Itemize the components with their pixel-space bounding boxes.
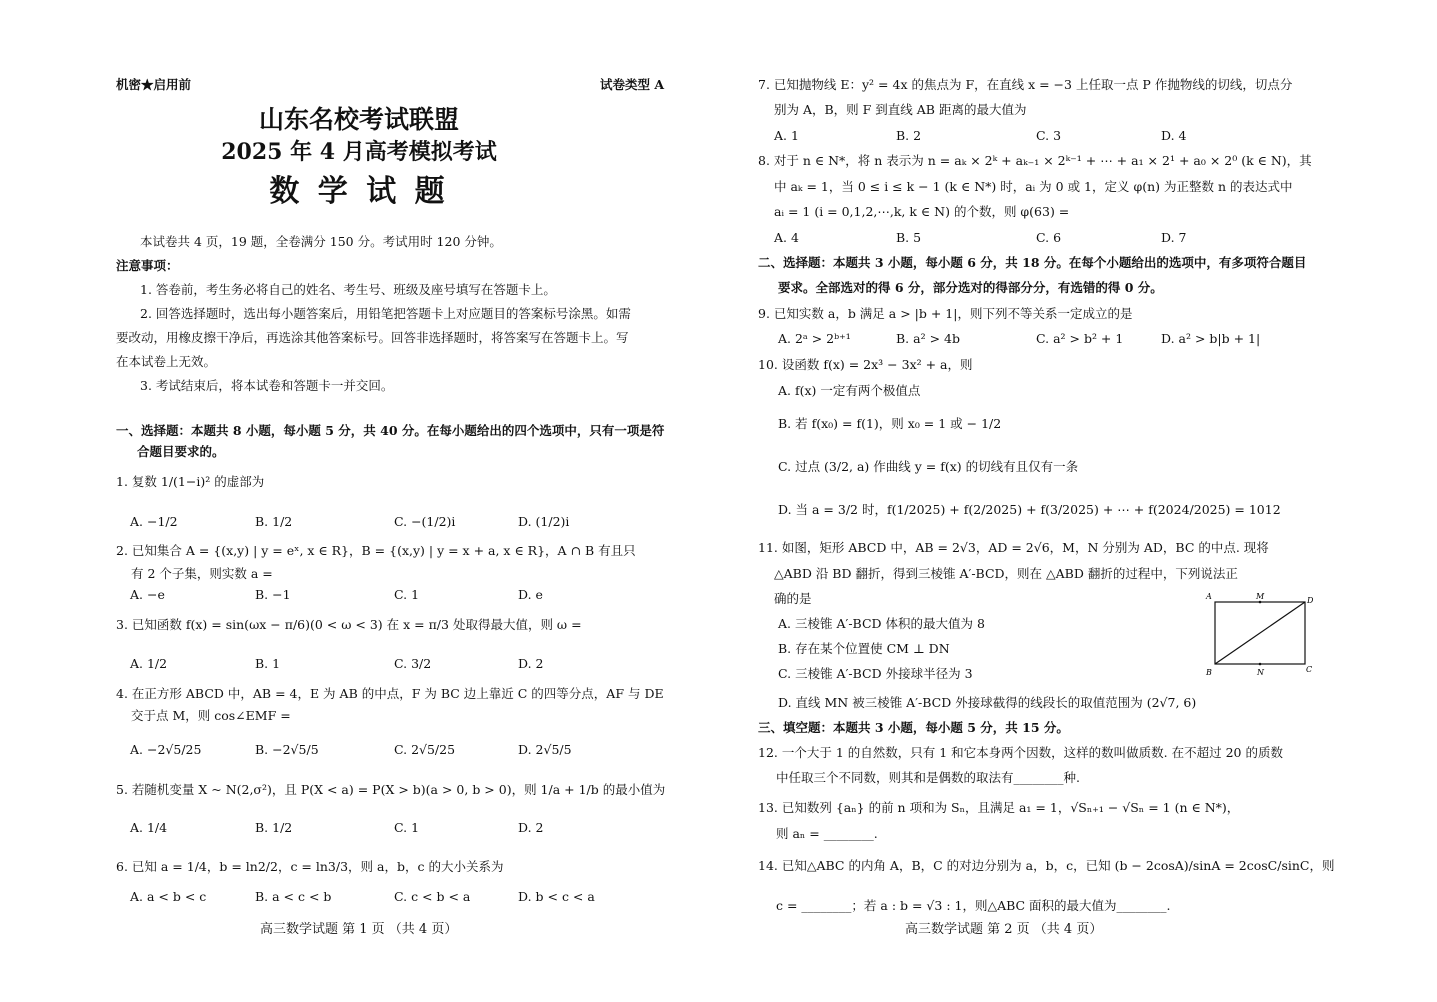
label-a: A [1206, 592, 1212, 601]
q5-option-d: D. 2 [518, 820, 544, 835]
paper-type: 试卷类型 A [600, 77, 665, 92]
q10-option-c: C. 过点 (3/2, a) 作曲线 y = f(x) 的切线有且仅有一条 [778, 459, 1079, 474]
question-12-cont: 中任取三个不同数，则其和是偶数的取法有________种. [776, 770, 1080, 785]
question-5: 5. 若随机变量 X ~ N(2,σ²)，且 P(X < a) = P(X > b)(a > 0, b > 0)，则 1/a + 1/b 的最小值为 [116, 782, 666, 797]
question-13-cont: 则 aₙ = ________. [776, 826, 878, 841]
q6-option-a: A. a < b < c [130, 889, 207, 904]
question-11-cont: △ABD 沿 BD 翻折，得到三棱锥 A′-BCD，则在 △ABD 翻折的过程中，下列说法正 [774, 566, 1238, 581]
q11-option-a: A. 三棱锥 A′-BCD 体积的最大值为 8 [778, 616, 985, 631]
q7-option-b: B. 2 [896, 128, 922, 143]
label-c: C [1306, 665, 1313, 674]
q9-option-a: A. 2ᵃ > 2ᵇ⁺¹ [778, 331, 851, 346]
question-7-cont: 别为 A，B，则 F 到直线 AB 距离的最大值为 [774, 102, 1027, 117]
q2-option-a: A. −e [130, 587, 165, 602]
question-11-cont2: 确的是 [774, 591, 812, 606]
q1-option-a: A. −1/2 [130, 514, 178, 529]
q6-option-c: C. c < b < a [394, 889, 471, 904]
q10-option-b: B. 若 f(x₀) = f(1)，则 x₀ = 1 或 − 1/2 [778, 416, 1002, 431]
question-8-cont2: aᵢ = 1 (i = 0,1,2,⋯,k, k ∈ N) 的个数，则 φ(63) = [774, 204, 1070, 219]
note-line: 要改动，用橡皮擦干净后，再选涂其他答案标号。回答非选择题时，将答案写在答题卡上。写 [116, 330, 629, 345]
note-line: 3. 考试结束后，将本试卷和答题卡一并交回。 [140, 378, 394, 393]
q5-option-a: A. 1/4 [130, 820, 168, 835]
q8-option-c: C. 6 [1036, 230, 1062, 245]
page-1 [0, 0, 718, 1002]
page-footer: 高三数学试题 第 2 页 （共 4 页） [905, 922, 1103, 937]
question-1: 1. 复数 1/(1−i)² 的虚部为 [116, 474, 265, 489]
q3-option-a: A. 1/2 [130, 656, 168, 671]
q7-option-d: D. 4 [1161, 128, 1187, 143]
page-footer: 高三数学试题 第 1 页 （共 4 页） [260, 922, 458, 937]
q1-option-b: B. 1/2 [255, 514, 293, 529]
q10-option-a: A. f(x) 一定有两个极值点 [778, 383, 921, 398]
question-10: 10. 设函数 f(x) = 2x³ − 3x² + a，则 [758, 357, 973, 372]
label-m: M [1256, 592, 1265, 601]
q4-option-c: C. 2√5/25 [394, 742, 456, 757]
secret-label: 机密★启用前 [116, 77, 192, 92]
question-14-cont: c = ________；若 a : b = √3 : 1，则△ABC 面积的最大值为________. [776, 898, 1171, 913]
q5-option-c: C. 1 [394, 820, 420, 835]
q9-option-b: B. a² > 4b [896, 331, 960, 346]
q1-option-d: D. (1/2)i [518, 514, 570, 529]
question-6: 6. 已知 a = 1/4，b = ln2/2，c = ln3/3，则 a，b，c 的大小关系为 [116, 859, 504, 874]
note-line: 1. 答卷前，考生务必将自己的姓名、考生号、班级及座号填写在答题卡上。 [140, 282, 556, 297]
q3-option-c: C. 3/2 [394, 656, 432, 671]
q4-option-a: A. −2√5/25 [130, 742, 202, 757]
q4-option-d: D. 2√5/5 [518, 742, 572, 757]
q6-option-b: B. a < c < b [255, 889, 332, 904]
q4-option-b: B. −2√5/5 [255, 742, 319, 757]
question-2-cont: 有 2 个子集，则实数 a = [131, 566, 273, 581]
label-n: N [1257, 668, 1264, 677]
notes-heading: 注意事项： [116, 258, 179, 273]
q6-option-d: D. b < c < a [518, 889, 595, 904]
midpoint-m [1259, 601, 1262, 604]
exam-title-date: 2025 年 4 月高考模拟考试 [221, 139, 497, 165]
question-7: 7. 已知抛物线 E：y² = 4x 的焦点为 F，在直线 x = −3 上任取一点 P 作抛物线的切线，切点分 [758, 77, 1293, 92]
q8-option-d: D. 7 [1161, 230, 1187, 245]
q3-option-b: B. 1 [255, 656, 281, 671]
q7-option-a: A. 1 [774, 128, 799, 143]
q7-option-c: C. 3 [1036, 128, 1062, 143]
note-line: 在本试卷上无效。 [116, 354, 217, 369]
q8-option-b: B. 5 [896, 230, 922, 245]
question-8-cont: 中 aₖ = 1，当 0 ≤ i ≤ k − 1 (k ∈ N*) 时，aᵢ 为 0 或 1，定义 φ(n) 为正整数 n 的表达式中 [774, 179, 1293, 194]
page-2 [718, 0, 1437, 1002]
diagonal-bd [1215, 602, 1305, 664]
q11-option-d: D. 直线 MN 被三棱锥 A′-BCD 外接球截得的线段长的取值范围为 (2√7, 6) [778, 695, 1197, 710]
q11-option-b: B. 存在某个位置使 CM ⊥ DN [778, 641, 950, 656]
q2-option-c: C. 1 [394, 587, 420, 602]
exam-title-subject: 数 学 试 题 [269, 174, 449, 209]
q8-option-a: A. 4 [774, 230, 799, 245]
q5-option-b: B. 1/2 [255, 820, 293, 835]
section-3-heading: 三、填空题：本题共 3 小题，每小题 5 分，共 15 分。 [758, 720, 1069, 735]
question-8: 8. 对于 n ∈ N*，将 n 表示为 n = aₖ × 2ᵏ + aₖ₋₁ × 2ᵏ⁻¹ + ⋯ + a₁ × 2¹ + a₀ × 2⁰ (k ∈ N)，其 [758, 153, 1312, 168]
question-4-cont: 交于点 M，则 cos∠EMF = [131, 708, 291, 723]
section-2-heading: 二、选择题：本题共 3 小题，每小题 6 分，共 18 分。在每个小题给出的选项中，有多项符合题目 [758, 255, 1307, 270]
question-13: 13. 已知数列 {aₙ} 的前 n 项和为 Sₙ，且满足 a₁ = 1，√Sₙ₊₁ − √Sₙ = 1 (n ∈ N*)， [758, 800, 1240, 815]
section-2-heading-cont: 要求。全部选对的得 6 分，部分选对的得部分分，有选错的得 0 分。 [778, 280, 1163, 295]
question-3: 3. 已知函数 f(x) = sin(ωx − π/6)(0 < ω < 3) 在 x = π/3 处取得最大值，则 ω = [116, 617, 582, 632]
midpoint-n [1259, 663, 1262, 666]
q2-option-d: D. e [518, 587, 543, 602]
q2-option-b: B. −1 [255, 587, 291, 602]
question-2: 2. 已知集合 A = {(x,y) | y = eˣ, x ∈ R}，B = {(x,y) | y = x + a, x ∈ R}，A ∩ B 有且只 [116, 543, 636, 558]
section-1-heading: 一、选择题：本题共 8 小题，每小题 5 分，共 40 分。在每小题给出的四个选项中，只有一项是符 [116, 423, 665, 438]
q1-option-c: C. −(1/2)i [394, 514, 456, 529]
label-b: B [1206, 668, 1212, 677]
q10-option-d: D. 当 a = 3/2 时，f(1/2025) + f(2/2025) + f(3/2025) + ⋯ + f(2024/2025) = 1012 [778, 502, 1281, 517]
question-12: 12. 一个大于 1 的自然数，只有 1 和它本身两个因数，这样的数叫做质数. 在不超过 20 的质数 [758, 745, 1283, 760]
question-14: 14. 已知△ABC 的内角 A，B，C 的对边分别为 a，b，c，已知 (b − 2cosA)/sinA = 2cosC/sinC，则 [758, 858, 1335, 873]
question-4: 4. 在正方形 ABCD 中，AB = 4，E 为 AB 的中点，F 为 BC 边上靠近 C 的四等分点，AF 与 DE [116, 686, 664, 701]
intro-text: 本试卷共 4 页，19 题，全卷满分 150 分。考试用时 120 分钟。 [140, 234, 502, 249]
exam-title-union: 山东名校考试联盟 [258, 105, 459, 134]
question-11: 11. 如图，矩形 ABCD 中，AB = 2√3，AD = 2√6，M，N 分别为 AD，BC 的中点. 现将 [758, 540, 1269, 555]
q3-option-d: D. 2 [518, 656, 544, 671]
note-line: 2. 回答选择题时，选出每小题答案后，用铅笔把答题卡上对应题目的答案标号涂黑。如需 [140, 306, 631, 321]
section-1-heading-cont: 合题目要求的。 [137, 444, 225, 459]
question-9: 9. 已知实数 a，b 满足 a > |b + 1|，则下列不等关系一定成立的是 [758, 306, 1133, 321]
q9-option-d: D. a² > b|b + 1| [1161, 331, 1261, 346]
q9-option-c: C. a² > b² + 1 [1036, 331, 1124, 346]
rectangle-figure [1200, 590, 1320, 680]
q11-option-c: C. 三棱锥 A′-BCD 外接球半径为 3 [778, 666, 973, 681]
label-d: D [1307, 596, 1314, 605]
